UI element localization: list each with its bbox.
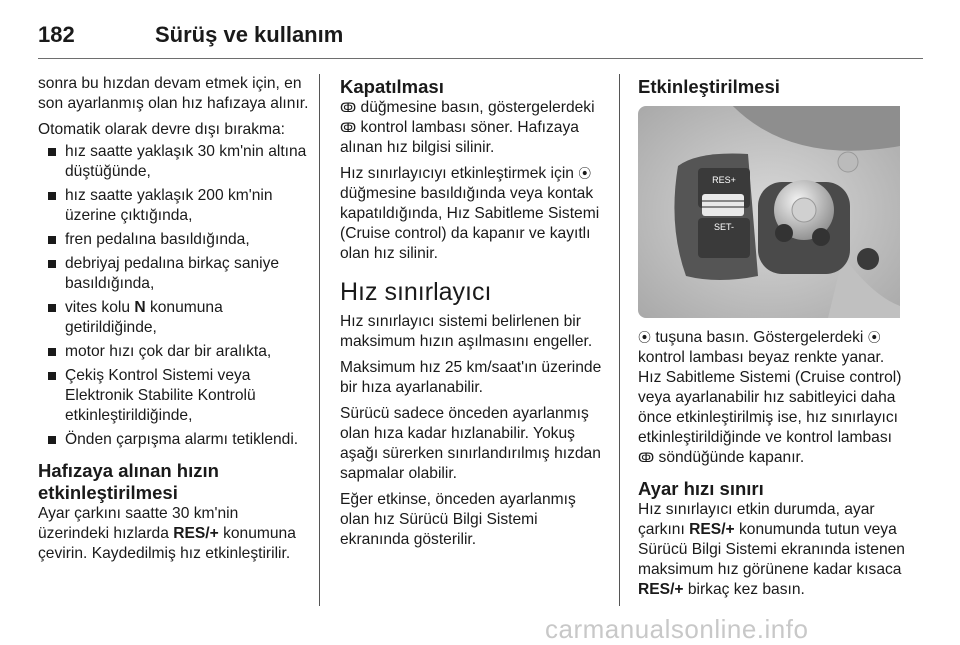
heading-limit: Ayar hızı sınırı xyxy=(638,478,764,499)
intro-paragraph: sonra bu hızdan devam etmek için, en son ayarlanmış olan hız hafızaya alınır. xyxy=(38,75,309,112)
heading-memory: Hafızaya alınan hızın etkinleştirilmesi xyxy=(38,460,219,503)
steering-wheel-controls-image xyxy=(638,106,900,318)
page-number: 182 xyxy=(38,22,75,47)
cruise-control-icon: ↂ xyxy=(638,450,655,465)
column-1 xyxy=(38,74,310,570)
list-item: debriyaj pedalına birkaç saniye basıldığında, xyxy=(38,254,310,294)
distance-button xyxy=(812,228,830,246)
paragraph: Hız sınırlayıcı sistemi belirlenen bir maksimum hızın aşılmasını engeller. xyxy=(340,313,593,350)
cruise-control-icon: ↂ xyxy=(340,120,357,135)
gear-letter: N xyxy=(134,299,146,316)
res-label: RES+ xyxy=(712,175,736,185)
heading-limiter: Hız sınırlayıcı xyxy=(340,278,492,306)
list-item: fren pedalına basıldığında, xyxy=(38,230,310,250)
header-divider xyxy=(38,58,923,59)
limiter-off-paragraph: Hız sınırlayıcıyı etkinleştirmek için ⦿ düğmesine basıldığında veya kontak kapatıldığında, Hız Sabitleme Sistemi (Cruise control) da kapanır ve kayıtlı olan hız silinir. xyxy=(340,165,600,262)
paragraph: Sürücü sadece önceden ayarlanmış olan hıza kadar hızlanabilir. Yokuş aşağı sürerken sınırlandırılmış hızdan sapmalar olabilir. xyxy=(340,405,601,482)
limit-paragraph: Hız sınırlayıcı etkin durumda, ayar çarkını RES/+ konumunda tutun veya Sürücü Bilgi Sistemi ekranında istenen maksimum hız görünene kadar kısaca RES/+ birkaç kez basın. xyxy=(638,501,905,598)
off-paragraph: ↂ düğmesine basın, göstergelerdeki ↂ kontrol lambası söner. Hafızaya alınan hız bilgisi silinir. xyxy=(340,99,595,156)
list-item: vites kolu N konumuna getirildiğinde, xyxy=(38,298,310,338)
auto-off-title: Otomatik olarak devre dışı bırakma: xyxy=(38,121,285,138)
lower-button xyxy=(857,248,879,270)
upper-button xyxy=(838,152,858,172)
cruise-roller xyxy=(702,194,744,216)
paragraph: Eğer etkinse, önceden ayarlanmış olan hız Sürücü Bilgi Sistemi ekranında gösterilir. xyxy=(340,491,576,548)
page-header xyxy=(38,10,922,50)
activate-paragraph: ⦿ tuşuna basın. Göstergelerdeki ⦿ kontrol lambası beyaz renkte yanar. Hız Sabitleme Sistemi (Cruise control) veya ayarlanabilir hız sabitleyici daha önce etkinleştirilmiş ise, hız sınırlayıcı etkinleştirildiğinde ve kontrol lambası ↂ söndüğünde kapanır. xyxy=(638,329,902,466)
section-title: Sürüş ve kullanım xyxy=(155,22,344,47)
heading-off: Kapatılması xyxy=(340,76,444,97)
column-divider-2 xyxy=(619,74,620,606)
list-item: motor hızı çok dar bir aralıkta, xyxy=(38,342,310,362)
speed-limiter-icon: ⦿ xyxy=(867,330,881,345)
memory-paragraph: Ayar çarkını saatte 30 km'nin üzerindeki hızlarda RES/+ konumuna çevirin. Kaydedilmiş hız etkinleştirilir. xyxy=(38,505,296,562)
set-label: SET- xyxy=(713,222,735,232)
watermark: carmanualsonline.info xyxy=(545,614,809,644)
column-2 xyxy=(340,74,608,556)
column-divider-1 xyxy=(319,74,320,606)
paragraph: Maksimum hız 25 km/saat'ın üzerinde bir hıza ayarlanabilir. xyxy=(340,359,602,396)
column-3 xyxy=(638,74,908,98)
column-3-body xyxy=(638,328,910,606)
auto-off-list xyxy=(38,142,310,450)
heading-activate: Etkinleştirilmesi xyxy=(638,76,780,97)
list-item: hız saatte yaklaşık 30 km'nin altına düştüğünde, xyxy=(38,142,310,182)
list-item: Çekiş Kontrol Sistemi veya Elektronik Stabilite Kontrolü etkinleştirildiğinde, xyxy=(38,366,310,426)
list-item: Önden çarpışma alarmı tetiklendi. xyxy=(38,430,310,450)
limiter-button xyxy=(775,224,793,242)
speed-limiter-icon: ⦿ xyxy=(578,166,592,181)
cruise-control-icon: ↂ xyxy=(340,100,357,115)
speed-limiter-icon: ⦿ xyxy=(638,330,652,345)
list-item: hız saatte yaklaşık 200 km'nin üzerine çıktığında, xyxy=(38,186,310,226)
